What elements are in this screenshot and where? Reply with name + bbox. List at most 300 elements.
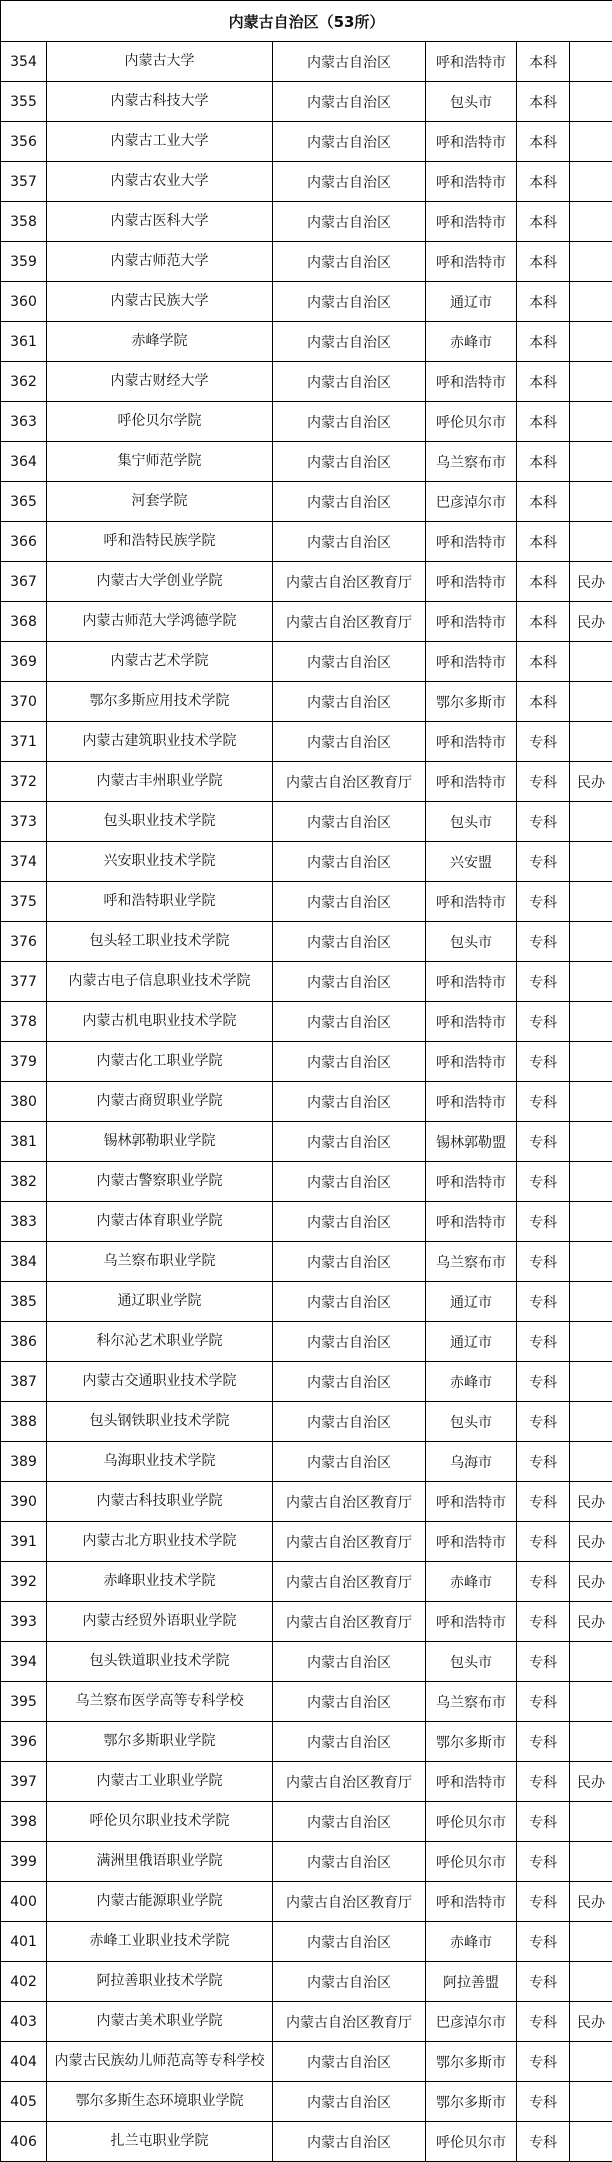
level-cell: 专科 bbox=[517, 1842, 570, 1882]
table-row bbox=[1, 1362, 612, 1402]
city-cell: 鄂尔多斯市 bbox=[426, 2082, 517, 2122]
school-name-cell: 内蒙古警察职业学院 bbox=[47, 1162, 273, 1202]
department-cell: 内蒙古自治区 bbox=[273, 82, 426, 122]
school-name-cell: 乌海职业技术学院 bbox=[47, 1442, 273, 1482]
school-name-cell: 内蒙古大学创业学院 bbox=[47, 562, 273, 602]
note-cell: 民办 bbox=[570, 602, 612, 642]
city-cell: 呼和浩特市 bbox=[426, 1042, 517, 1082]
school-name-cell: 内蒙古师范大学鸿德学院 bbox=[47, 602, 273, 642]
row-number-cell: 355 bbox=[1, 82, 47, 122]
row-number-cell: 364 bbox=[1, 442, 47, 482]
city-cell: 呼和浩特市 bbox=[426, 1162, 517, 1202]
school-name-cell: 呼和浩特职业学院 bbox=[47, 882, 273, 922]
note-cell bbox=[570, 282, 612, 322]
table-row bbox=[1, 202, 612, 242]
row-number-cell: 402 bbox=[1, 1962, 47, 2002]
table-row bbox=[1, 1042, 612, 1082]
department-cell: 内蒙古自治区 bbox=[273, 1642, 426, 1682]
note-cell bbox=[570, 882, 612, 922]
note-cell: 民办 bbox=[570, 1882, 612, 1922]
table-title: 内蒙古自治区（53所） bbox=[1, 1, 612, 42]
row-number-cell: 397 bbox=[1, 1762, 47, 1802]
table-body bbox=[1, 42, 612, 2162]
city-cell: 呼和浩特市 bbox=[426, 1602, 517, 1642]
department-cell: 内蒙古自治区教育厅 bbox=[273, 1762, 426, 1802]
row-number-cell: 384 bbox=[1, 1242, 47, 1282]
city-cell: 鄂尔多斯市 bbox=[426, 2042, 517, 2082]
department-cell: 内蒙古自治区教育厅 bbox=[273, 1562, 426, 1602]
note-cell bbox=[570, 1922, 612, 1962]
city-cell: 呼和浩特市 bbox=[426, 762, 517, 802]
department-cell: 内蒙古自治区 bbox=[273, 1402, 426, 1442]
school-name-cell: 鄂尔多斯应用技术学院 bbox=[47, 682, 273, 722]
table-row bbox=[1, 442, 612, 482]
table-row bbox=[1, 922, 612, 962]
note-cell bbox=[570, 2042, 612, 2082]
note-cell bbox=[570, 1402, 612, 1442]
level-cell: 专科 bbox=[517, 1202, 570, 1242]
row-number-cell: 360 bbox=[1, 282, 47, 322]
department-cell: 内蒙古自治区 bbox=[273, 922, 426, 962]
table-row bbox=[1, 1762, 612, 1802]
city-cell: 呼和浩特市 bbox=[426, 1482, 517, 1522]
table-row bbox=[1, 962, 612, 1002]
note-cell: 民办 bbox=[570, 762, 612, 802]
department-cell: 内蒙古自治区 bbox=[273, 162, 426, 202]
city-cell: 呼伦贝尔市 bbox=[426, 402, 517, 442]
row-number-cell: 405 bbox=[1, 2082, 47, 2122]
row-number-cell: 398 bbox=[1, 1802, 47, 1842]
note-cell bbox=[570, 42, 612, 82]
row-number-cell: 400 bbox=[1, 1882, 47, 1922]
table-row bbox=[1, 1682, 612, 1722]
city-cell: 呼和浩特市 bbox=[426, 882, 517, 922]
row-number-cell: 399 bbox=[1, 1842, 47, 1882]
school-name-cell: 内蒙古交通职业技术学院 bbox=[47, 1362, 273, 1402]
city-cell: 乌兰察布市 bbox=[426, 442, 517, 482]
row-number-cell: 388 bbox=[1, 1402, 47, 1442]
city-cell: 鄂尔多斯市 bbox=[426, 1722, 517, 1762]
department-cell: 内蒙古自治区教育厅 bbox=[273, 1602, 426, 1642]
table-row bbox=[1, 1602, 612, 1642]
table-row bbox=[1, 682, 612, 722]
row-number-cell: 378 bbox=[1, 1002, 47, 1042]
row-number-cell: 393 bbox=[1, 1602, 47, 1642]
department-cell: 内蒙古自治区 bbox=[273, 802, 426, 842]
department-cell: 内蒙古自治区 bbox=[273, 1082, 426, 1122]
department-cell: 内蒙古自治区 bbox=[273, 1802, 426, 1842]
table-row bbox=[1, 1002, 612, 1042]
department-cell: 内蒙古自治区 bbox=[273, 1922, 426, 1962]
row-number-cell: 365 bbox=[1, 482, 47, 522]
city-cell: 呼和浩特市 bbox=[426, 1002, 517, 1042]
school-name-cell: 内蒙古体育职业学院 bbox=[47, 1202, 273, 1242]
city-cell: 呼和浩特市 bbox=[426, 362, 517, 402]
city-cell: 呼和浩特市 bbox=[426, 1202, 517, 1242]
level-cell: 专科 bbox=[517, 1362, 570, 1402]
level-cell: 专科 bbox=[517, 1442, 570, 1482]
level-cell: 专科 bbox=[517, 1482, 570, 1522]
school-name-cell: 呼伦贝尔职业技术学院 bbox=[47, 1802, 273, 1842]
city-cell: 呼和浩特市 bbox=[426, 962, 517, 1002]
city-cell: 呼和浩特市 bbox=[426, 522, 517, 562]
note-cell: 民办 bbox=[570, 1762, 612, 1802]
school-name-cell: 通辽职业学院 bbox=[47, 1282, 273, 1322]
table-row bbox=[1, 2002, 612, 2042]
level-cell: 本科 bbox=[517, 362, 570, 402]
level-cell: 本科 bbox=[517, 202, 570, 242]
school-name-cell: 内蒙古科技职业学院 bbox=[47, 1482, 273, 1522]
city-cell: 呼和浩特市 bbox=[426, 122, 517, 162]
department-cell: 内蒙古自治区 bbox=[273, 1722, 426, 1762]
level-cell: 专科 bbox=[517, 1122, 570, 1162]
city-cell: 呼和浩特市 bbox=[426, 162, 517, 202]
level-cell: 专科 bbox=[517, 1882, 570, 1922]
school-name-cell: 内蒙古工业职业学院 bbox=[47, 1762, 273, 1802]
city-cell: 呼伦贝尔市 bbox=[426, 2122, 517, 2162]
table-row bbox=[1, 1922, 612, 1962]
school-name-cell: 内蒙古农业大学 bbox=[47, 162, 273, 202]
row-number-cell: 372 bbox=[1, 762, 47, 802]
level-cell: 专科 bbox=[517, 962, 570, 1002]
school-name-cell: 内蒙古化工职业学院 bbox=[47, 1042, 273, 1082]
city-cell: 包头市 bbox=[426, 1402, 517, 1442]
department-cell: 内蒙古自治区教育厅 bbox=[273, 562, 426, 602]
table-row bbox=[1, 402, 612, 442]
note-cell bbox=[570, 242, 612, 282]
department-cell: 内蒙古自治区教育厅 bbox=[273, 1882, 426, 1922]
table-row bbox=[1, 722, 612, 762]
level-cell: 专科 bbox=[517, 1562, 570, 1602]
level-cell: 专科 bbox=[517, 1922, 570, 1962]
school-name-cell: 内蒙古机电职业技术学院 bbox=[47, 1002, 273, 1042]
level-cell: 本科 bbox=[517, 242, 570, 282]
table-row bbox=[1, 482, 612, 522]
level-cell: 专科 bbox=[517, 2122, 570, 2162]
note-cell bbox=[570, 442, 612, 482]
table-row bbox=[1, 842, 612, 882]
row-number-cell: 389 bbox=[1, 1442, 47, 1482]
level-cell: 本科 bbox=[517, 162, 570, 202]
department-cell: 内蒙古自治区 bbox=[273, 1042, 426, 1082]
note-cell bbox=[570, 2082, 612, 2122]
note-cell bbox=[570, 1802, 612, 1842]
department-cell: 内蒙古自治区 bbox=[273, 362, 426, 402]
level-cell: 本科 bbox=[517, 482, 570, 522]
row-number-cell: 368 bbox=[1, 602, 47, 642]
department-cell: 内蒙古自治区 bbox=[273, 1242, 426, 1282]
school-name-cell: 鄂尔多斯生态环境职业学院 bbox=[47, 2082, 273, 2122]
row-number-cell: 394 bbox=[1, 1642, 47, 1682]
school-name-cell: 乌兰察布医学高等专科学校 bbox=[47, 1682, 273, 1722]
level-cell: 本科 bbox=[517, 602, 570, 642]
level-cell: 专科 bbox=[517, 922, 570, 962]
row-number-cell: 377 bbox=[1, 962, 47, 1002]
city-cell: 巴彦淖尔市 bbox=[426, 2002, 517, 2042]
note-cell bbox=[570, 1282, 612, 1322]
row-number-cell: 385 bbox=[1, 1282, 47, 1322]
row-number-cell: 392 bbox=[1, 1562, 47, 1602]
level-cell: 专科 bbox=[517, 1082, 570, 1122]
school-name-cell: 内蒙古医科大学 bbox=[47, 202, 273, 242]
row-number-cell: 369 bbox=[1, 642, 47, 682]
department-cell: 内蒙古自治区 bbox=[273, 202, 426, 242]
row-number-cell: 362 bbox=[1, 362, 47, 402]
table-row bbox=[1, 1082, 612, 1122]
school-name-cell: 内蒙古北方职业技术学院 bbox=[47, 1522, 273, 1562]
level-cell: 本科 bbox=[517, 282, 570, 322]
note-cell: 民办 bbox=[570, 562, 612, 602]
table-row bbox=[1, 762, 612, 802]
level-cell: 专科 bbox=[517, 1042, 570, 1082]
note-cell bbox=[570, 1642, 612, 1682]
table-row bbox=[1, 1842, 612, 1882]
department-cell: 内蒙古自治区教育厅 bbox=[273, 762, 426, 802]
table-row bbox=[1, 1522, 612, 1562]
department-cell: 内蒙古自治区 bbox=[273, 1282, 426, 1322]
city-cell: 呼和浩特市 bbox=[426, 1882, 517, 1922]
level-cell: 专科 bbox=[517, 2082, 570, 2122]
note-cell bbox=[570, 362, 612, 402]
school-name-cell: 内蒙古民族幼儿师范高等专科学校 bbox=[47, 2042, 273, 2082]
level-cell: 本科 bbox=[517, 322, 570, 362]
note-cell bbox=[570, 122, 612, 162]
school-name-cell: 包头钢铁职业技术学院 bbox=[47, 1402, 273, 1442]
city-cell: 呼伦贝尔市 bbox=[426, 1802, 517, 1842]
city-cell: 呼和浩特市 bbox=[426, 1522, 517, 1562]
note-cell: 民办 bbox=[570, 1602, 612, 1642]
note-cell: 民办 bbox=[570, 1522, 612, 1562]
department-cell: 内蒙古自治区教育厅 bbox=[273, 1522, 426, 1562]
school-name-cell: 内蒙古建筑职业技术学院 bbox=[47, 722, 273, 762]
city-cell: 包头市 bbox=[426, 922, 517, 962]
table-row bbox=[1, 2122, 612, 2162]
city-cell: 包头市 bbox=[426, 802, 517, 842]
table-row bbox=[1, 322, 612, 362]
department-cell: 内蒙古自治区 bbox=[273, 2042, 426, 2082]
note-cell bbox=[570, 1122, 612, 1162]
school-name-cell: 内蒙古美术职业学院 bbox=[47, 2002, 273, 2042]
school-name-cell: 包头铁道职业技术学院 bbox=[47, 1642, 273, 1682]
note-cell bbox=[570, 1842, 612, 1882]
row-number-cell: 371 bbox=[1, 722, 47, 762]
table-row bbox=[1, 1322, 612, 1362]
school-name-cell: 内蒙古大学 bbox=[47, 42, 273, 82]
row-number-cell: 396 bbox=[1, 1722, 47, 1762]
level-cell: 本科 bbox=[517, 682, 570, 722]
table-row bbox=[1, 1482, 612, 1522]
school-name-cell: 赤峰职业技术学院 bbox=[47, 1562, 273, 1602]
level-cell: 专科 bbox=[517, 2042, 570, 2082]
school-name-cell: 内蒙古师范大学 bbox=[47, 242, 273, 282]
city-cell: 阿拉善盟 bbox=[426, 1962, 517, 2002]
note-cell: 民办 bbox=[570, 1482, 612, 1522]
school-name-cell: 满洲里俄语职业学院 bbox=[47, 1842, 273, 1882]
school-name-cell: 兴安职业技术学院 bbox=[47, 842, 273, 882]
note-cell bbox=[570, 1082, 612, 1122]
note-cell bbox=[570, 1962, 612, 2002]
note-cell bbox=[570, 482, 612, 522]
level-cell: 本科 bbox=[517, 122, 570, 162]
level-cell: 专科 bbox=[517, 1682, 570, 1722]
level-cell: 本科 bbox=[517, 562, 570, 602]
row-number-cell: 381 bbox=[1, 1122, 47, 1162]
level-cell: 专科 bbox=[517, 1322, 570, 1362]
department-cell: 内蒙古自治区 bbox=[273, 122, 426, 162]
city-cell: 呼和浩特市 bbox=[426, 642, 517, 682]
school-name-cell: 内蒙古电子信息职业技术学院 bbox=[47, 962, 273, 1002]
note-cell bbox=[570, 1202, 612, 1242]
school-name-cell: 包头轻工职业技术学院 bbox=[47, 922, 273, 962]
level-cell: 专科 bbox=[517, 1002, 570, 1042]
department-cell: 内蒙古自治区 bbox=[273, 282, 426, 322]
level-cell: 本科 bbox=[517, 642, 570, 682]
department-cell: 内蒙古自治区 bbox=[273, 482, 426, 522]
note-cell bbox=[570, 802, 612, 842]
department-cell: 内蒙古自治区 bbox=[273, 1202, 426, 1242]
note-cell bbox=[570, 1722, 612, 1762]
department-cell: 内蒙古自治区 bbox=[273, 2122, 426, 2162]
row-number-cell: 379 bbox=[1, 1042, 47, 1082]
table-row bbox=[1, 1802, 612, 1842]
note-cell bbox=[570, 682, 612, 722]
city-cell: 乌兰察布市 bbox=[426, 1242, 517, 1282]
city-cell: 通辽市 bbox=[426, 1282, 517, 1322]
row-number-cell: 374 bbox=[1, 842, 47, 882]
level-cell: 本科 bbox=[517, 402, 570, 442]
table-row bbox=[1, 1642, 612, 1682]
department-cell: 内蒙古自治区 bbox=[273, 882, 426, 922]
row-number-cell: 387 bbox=[1, 1362, 47, 1402]
table-title-row bbox=[1, 1, 612, 42]
row-number-cell: 367 bbox=[1, 562, 47, 602]
table-row bbox=[1, 1242, 612, 1282]
department-cell: 内蒙古自治区 bbox=[273, 962, 426, 1002]
department-cell: 内蒙古自治区 bbox=[273, 1442, 426, 1482]
table-row bbox=[1, 802, 612, 842]
city-cell: 呼和浩特市 bbox=[426, 562, 517, 602]
row-number-cell: 380 bbox=[1, 1082, 47, 1122]
level-cell: 专科 bbox=[517, 1242, 570, 1282]
row-number-cell: 373 bbox=[1, 802, 47, 842]
department-cell: 内蒙古自治区 bbox=[273, 1322, 426, 1362]
table-row bbox=[1, 562, 612, 602]
department-cell: 内蒙古自治区 bbox=[273, 1122, 426, 1162]
city-cell: 呼和浩特市 bbox=[426, 42, 517, 82]
note-cell bbox=[570, 82, 612, 122]
row-number-cell: 391 bbox=[1, 1522, 47, 1562]
city-cell: 乌兰察布市 bbox=[426, 1682, 517, 1722]
row-number-cell: 395 bbox=[1, 1682, 47, 1722]
table-row bbox=[1, 122, 612, 162]
table-row bbox=[1, 882, 612, 922]
school-name-cell: 包头职业技术学院 bbox=[47, 802, 273, 842]
school-name-cell: 集宁师范学院 bbox=[47, 442, 273, 482]
level-cell: 专科 bbox=[517, 882, 570, 922]
department-cell: 内蒙古自治区 bbox=[273, 2082, 426, 2122]
department-cell: 内蒙古自治区 bbox=[273, 322, 426, 362]
city-cell: 赤峰市 bbox=[426, 1562, 517, 1602]
level-cell: 专科 bbox=[517, 1602, 570, 1642]
school-name-cell: 呼和浩特民族学院 bbox=[47, 522, 273, 562]
table-row bbox=[1, 282, 612, 322]
department-cell: 内蒙古自治区 bbox=[273, 642, 426, 682]
department-cell: 内蒙古自治区 bbox=[273, 1682, 426, 1722]
table-row bbox=[1, 2042, 612, 2082]
note-cell bbox=[570, 202, 612, 242]
school-name-cell: 河套学院 bbox=[47, 482, 273, 522]
department-cell: 内蒙古自治区 bbox=[273, 442, 426, 482]
table-row bbox=[1, 162, 612, 202]
city-cell: 呼和浩特市 bbox=[426, 1762, 517, 1802]
level-cell: 专科 bbox=[517, 1642, 570, 1682]
note-cell bbox=[570, 2122, 612, 2162]
row-number-cell: 370 bbox=[1, 682, 47, 722]
city-cell: 巴彦淖尔市 bbox=[426, 482, 517, 522]
table-row bbox=[1, 42, 612, 82]
row-number-cell: 403 bbox=[1, 2002, 47, 2042]
school-name-cell: 赤峰工业职业技术学院 bbox=[47, 1922, 273, 1962]
city-cell: 呼和浩特市 bbox=[426, 722, 517, 762]
city-cell: 包头市 bbox=[426, 82, 517, 122]
row-number-cell: 406 bbox=[1, 2122, 47, 2162]
row-number-cell: 357 bbox=[1, 162, 47, 202]
department-cell: 内蒙古自治区 bbox=[273, 1962, 426, 2002]
city-cell: 通辽市 bbox=[426, 282, 517, 322]
note-cell bbox=[570, 842, 612, 882]
level-cell: 专科 bbox=[517, 802, 570, 842]
row-number-cell: 356 bbox=[1, 122, 47, 162]
table-row bbox=[1, 1882, 612, 1922]
table-row bbox=[1, 602, 612, 642]
note-cell bbox=[570, 1682, 612, 1722]
row-number-cell: 404 bbox=[1, 2042, 47, 2082]
department-cell: 内蒙古自治区 bbox=[273, 1002, 426, 1042]
level-cell: 本科 bbox=[517, 82, 570, 122]
department-cell: 内蒙古自治区教育厅 bbox=[273, 2002, 426, 2042]
department-cell: 内蒙古自治区 bbox=[273, 242, 426, 282]
school-name-cell: 内蒙古丰州职业学院 bbox=[47, 762, 273, 802]
department-cell: 内蒙古自治区 bbox=[273, 402, 426, 442]
department-cell: 内蒙古自治区 bbox=[273, 1842, 426, 1882]
level-cell: 专科 bbox=[517, 1762, 570, 1802]
city-cell: 乌海市 bbox=[426, 1442, 517, 1482]
city-cell: 呼伦贝尔市 bbox=[426, 1842, 517, 1882]
level-cell: 专科 bbox=[517, 1522, 570, 1562]
note-cell bbox=[570, 1442, 612, 1482]
note-cell bbox=[570, 402, 612, 442]
department-cell: 内蒙古自治区 bbox=[273, 842, 426, 882]
city-cell: 呼和浩特市 bbox=[426, 242, 517, 282]
school-name-cell: 锡林郭勒职业学院 bbox=[47, 1122, 273, 1162]
city-cell: 赤峰市 bbox=[426, 1362, 517, 1402]
note-cell bbox=[570, 1362, 612, 1402]
row-number-cell: 361 bbox=[1, 322, 47, 362]
row-number-cell: 354 bbox=[1, 42, 47, 82]
level-cell: 专科 bbox=[517, 1722, 570, 1762]
school-name-cell: 赤峰学院 bbox=[47, 322, 273, 362]
table-row bbox=[1, 642, 612, 682]
school-name-cell: 内蒙古商贸职业学院 bbox=[47, 1082, 273, 1122]
note-cell bbox=[570, 1242, 612, 1282]
note-cell bbox=[570, 722, 612, 762]
school-name-cell: 内蒙古财经大学 bbox=[47, 362, 273, 402]
level-cell: 专科 bbox=[517, 1402, 570, 1442]
table-row bbox=[1, 1282, 612, 1322]
level-cell: 专科 bbox=[517, 762, 570, 802]
row-number-cell: 386 bbox=[1, 1322, 47, 1362]
note-cell bbox=[570, 1042, 612, 1082]
